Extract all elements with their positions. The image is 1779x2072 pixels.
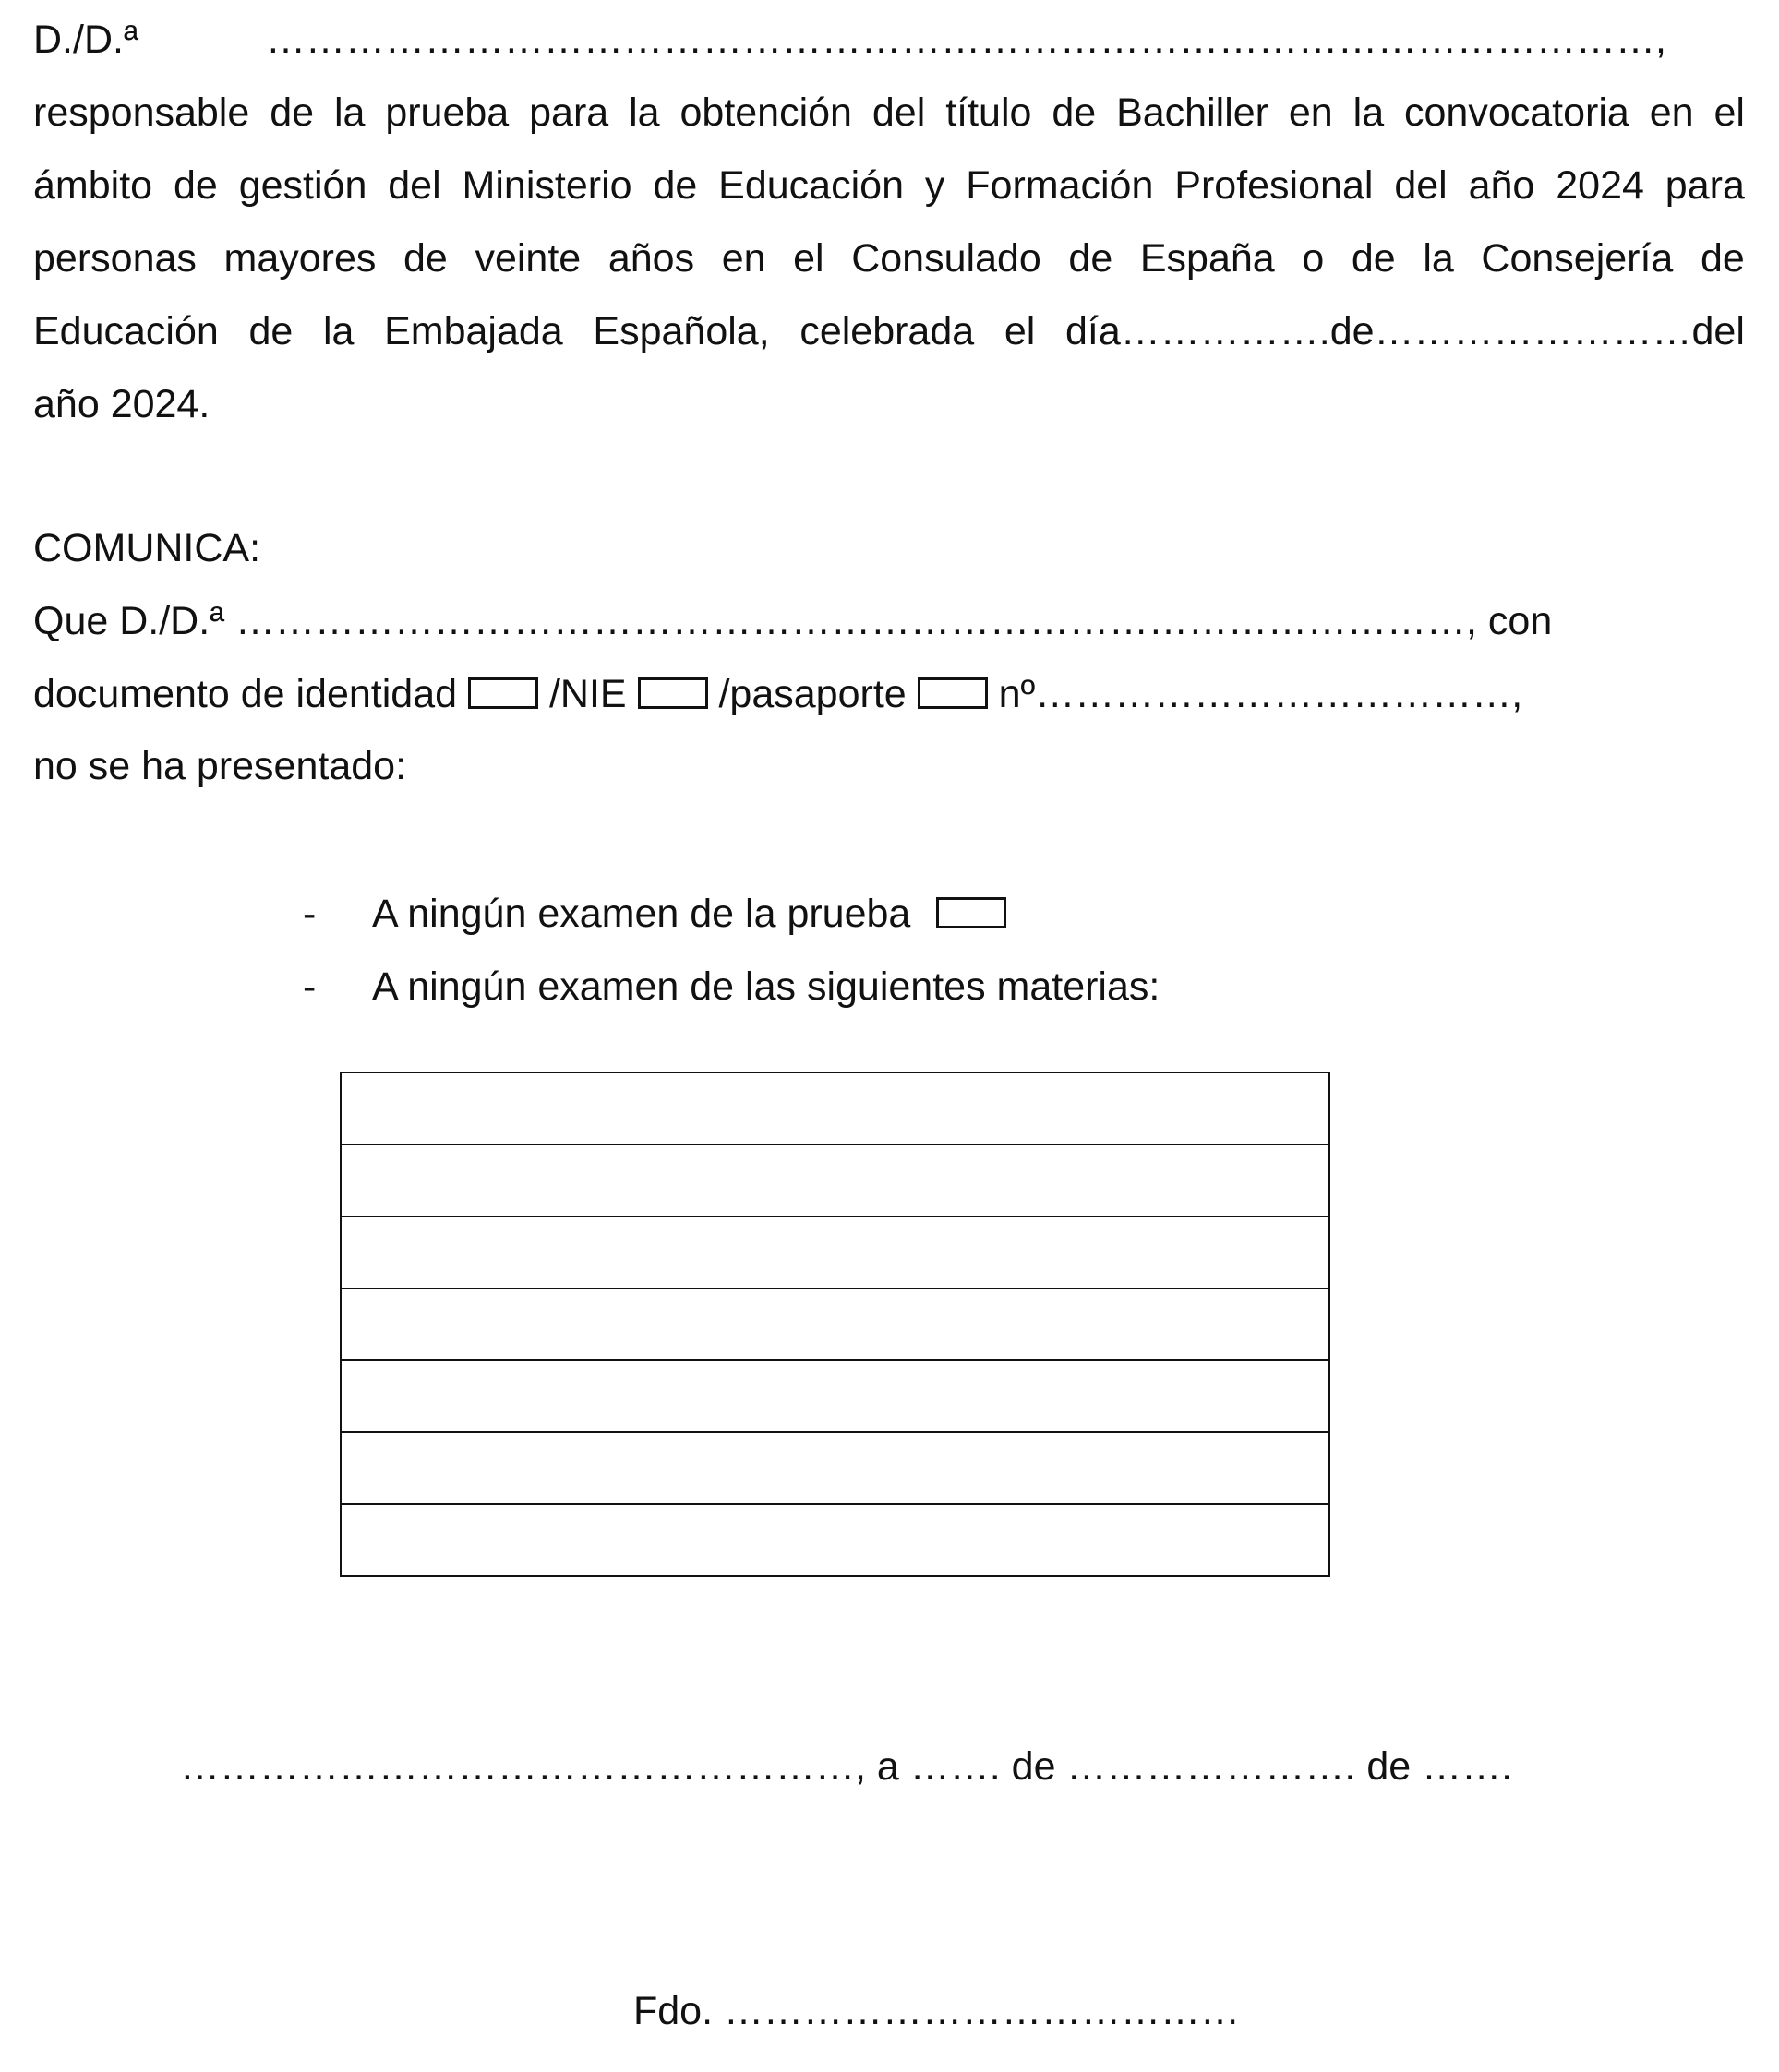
word: años (607, 236, 695, 281)
word: Española, (593, 309, 770, 353)
word: la (629, 90, 660, 135)
materia-cell[interactable] (341, 1432, 1329, 1504)
option-materias-label: A ningún examen de las siguientes materias: (372, 964, 1160, 1009)
word: de (1351, 236, 1396, 281)
word: en (1288, 90, 1333, 135)
que-line[interactable]: Que D./D.ª …………………………………………………………………………………, con (33, 599, 1553, 643)
word: o (1302, 236, 1325, 281)
word: Profesional (1174, 163, 1374, 208)
word: obtención (679, 90, 852, 135)
option-ninguna-prueba-label: A ningún examen de la prueba (372, 892, 911, 936)
word: la (322, 309, 355, 353)
word: para (529, 90, 609, 135)
table-row (341, 1216, 1329, 1288)
word: de (248, 309, 294, 353)
place-date-line[interactable]: ……………………………………………, a ……. de …………………. de ……. (180, 1744, 1513, 1789)
word: Educación (718, 163, 904, 208)
table-row (341, 1072, 1329, 1144)
comunica-heading: COMUNICA: (33, 526, 261, 570)
word: del (1394, 163, 1448, 208)
word: Consulado (851, 236, 1041, 281)
word: Educación (33, 309, 219, 353)
word: título (945, 90, 1032, 135)
word: de (403, 236, 448, 281)
option-ninguna-prueba (372, 894, 1006, 934)
ninguna-prueba-checkbox[interactable] (936, 897, 1006, 928)
word: del (871, 90, 926, 135)
table-row (341, 1144, 1329, 1216)
paragraph-line-4 (33, 309, 1745, 353)
signature-line[interactable]: Fdo. ………………………………… (633, 1989, 1240, 2033)
word: de (1700, 236, 1745, 281)
materia-cell[interactable] (341, 1288, 1329, 1360)
word: el (1004, 309, 1036, 353)
word: responsable (33, 90, 250, 135)
paragraph-line-5: año 2024. (33, 382, 210, 426)
word: de (653, 163, 698, 208)
paragraph-line-2 (33, 163, 1745, 208)
word: la (1423, 236, 1454, 281)
materia-cell[interactable] (341, 1072, 1329, 1144)
word: de (270, 90, 315, 135)
word: para (1665, 163, 1745, 208)
doc-identidad-checkbox[interactable] (468, 677, 538, 709)
name-field[interactable]: ……………………………………………………………………………………………, (266, 18, 1666, 62)
word: la (333, 90, 366, 135)
word: el (793, 236, 824, 281)
word: Embajada (384, 309, 563, 353)
doc-identidad-label: documento de identidad (33, 672, 458, 716)
word: Consejería (1481, 236, 1674, 281)
pasaporte-label: /pasaporte (718, 672, 907, 716)
word: en (1649, 90, 1694, 135)
word: veinte (475, 236, 582, 281)
word: celebrada (799, 309, 975, 353)
table-row (341, 1504, 1329, 1576)
document-number-field[interactable]: nº………………………………, (998, 672, 1523, 716)
word: Bachiller (1116, 90, 1268, 135)
materias-table (340, 1072, 1330, 1577)
word: de (1052, 90, 1097, 135)
option-dash-1: - (303, 892, 317, 936)
nie-checkbox[interactable] (638, 677, 708, 709)
table-row (341, 1432, 1329, 1504)
table-row (341, 1288, 1329, 1360)
word: prueba (385, 90, 510, 135)
materia-cell[interactable] (341, 1504, 1329, 1576)
materia-cell[interactable] (341, 1216, 1329, 1288)
word: convocatoria (1404, 90, 1629, 135)
word: ámbito (33, 163, 153, 208)
word: de (173, 163, 218, 208)
document-line (33, 672, 1523, 716)
word: la (1352, 90, 1385, 135)
no-presentado-text: no se ha presentado: (33, 744, 407, 788)
name-label: D./D.ª (33, 18, 138, 62)
table-row (341, 1360, 1329, 1432)
word: en (721, 236, 766, 281)
word: mayores (223, 236, 377, 281)
word: día…………….de……………………del (1064, 309, 1745, 353)
word: Formación (966, 163, 1154, 208)
word: gestión (238, 163, 367, 208)
word: y (924, 163, 945, 208)
word: España (1139, 236, 1275, 281)
word: año (1468, 163, 1535, 208)
option-dash-2: - (303, 964, 317, 1009)
materia-cell[interactable] (341, 1144, 1329, 1216)
word: 2024 (1556, 163, 1644, 208)
materia-cell[interactable] (341, 1360, 1329, 1432)
paragraph-line-3 (33, 236, 1745, 281)
paragraph-line-1 (33, 90, 1745, 135)
word: personas (33, 236, 197, 281)
word: el (1713, 90, 1745, 135)
nie-label: /NIE (548, 672, 627, 716)
word: del (388, 163, 441, 208)
word: Ministerio (462, 163, 632, 208)
pasaporte-checkbox[interactable] (918, 677, 988, 709)
word: de (1068, 236, 1113, 281)
